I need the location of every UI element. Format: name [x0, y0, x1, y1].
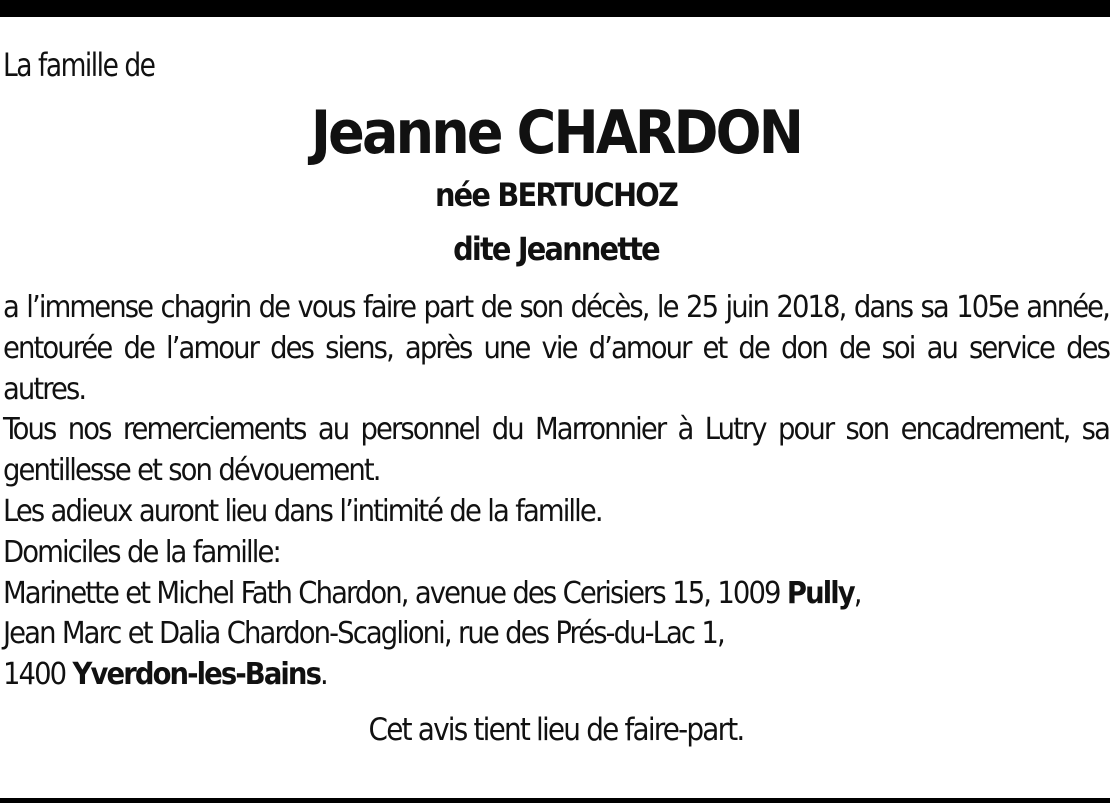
- bottom-border-rule: [0, 798, 1110, 803]
- notice-body: [3, 288, 1109, 696]
- obituary-notice: [3, 40, 1109, 750]
- address-2-zip: 1400: [3, 657, 73, 693]
- address-1: [3, 574, 1109, 615]
- address-1-text: Marinette et Michel Fath Chardon, avenue des Cerisiers 15, 1009: [3, 575, 787, 611]
- farewell-paragraph: Les adieux auront lieu dans l’intimité de la famille.: [3, 493, 602, 529]
- address-2-line-2: [3, 655, 1109, 696]
- deceased-name: Jeanne CHARDON: [310, 98, 802, 168]
- address-1-end: ,: [853, 575, 861, 611]
- announcement-paragraph: a l’immense chagrin de vous faire part de son décès, le 25 juin 2018, dans sa 105e année, entourée de l’amour des siens, après une vie d’amour et de don de soi au service des autres.: [3, 290, 1109, 407]
- address-2-end: .: [320, 657, 327, 693]
- nickname: dite Jeannette: [453, 230, 659, 268]
- address-1-city: Pully: [786, 575, 854, 611]
- top-border-rule: [0, 0, 1110, 17]
- domiciles-label: Domiciles de la famille:: [3, 534, 280, 570]
- maiden-name: née BERTUCHOZ: [434, 176, 678, 214]
- address-2-city: Yverdon-les-Bains: [72, 657, 321, 693]
- address-2-line-1: Jean Marc et Dalia Chardon-Scaglioni, rue des Prés-du-Lac 1,: [3, 616, 724, 652]
- intro-line: La famille de: [3, 46, 155, 84]
- closing-line: Cet avis tient lieu de faire-part.: [368, 711, 744, 748]
- thanks-paragraph: Tous nos remerciements au personnel du Marronnier à Lutry pour son encadrement, sa gentillesse et son dévouement.: [3, 412, 1109, 489]
